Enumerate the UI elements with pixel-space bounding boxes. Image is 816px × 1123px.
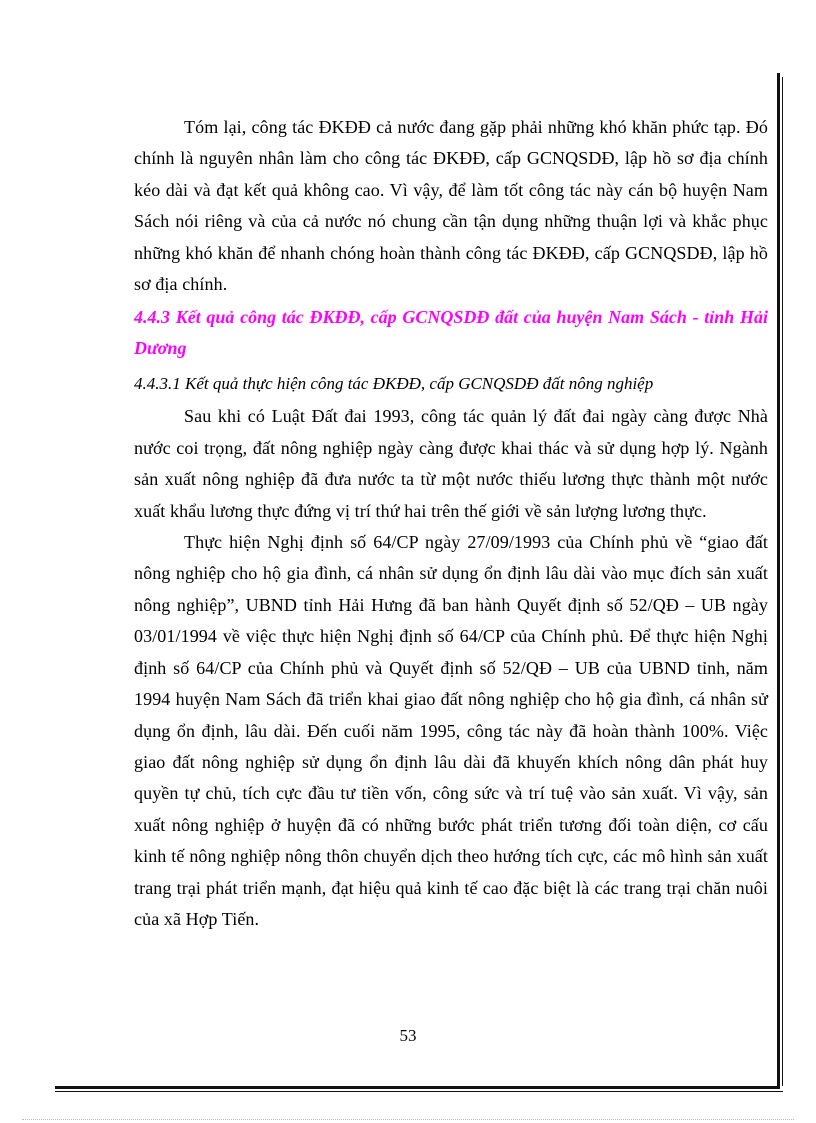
page-break-separator (22, 1119, 794, 1120)
page-border-bottom-inner (55, 1091, 783, 1092)
document-body (134, 112, 768, 935)
paragraph-summary: Tóm lại, công tác ĐKĐĐ cả nước đang gặp phải những khó khăn phức tạp. Đó chính là nguyên nhân làm cho công tác ĐKĐĐ, cấp GCNQSDĐ, lập hồ sơ địa chính kéo dài và đạt kết quả không cao. Vì vậy, để làm tốt công tác này cán bộ huyện Nam Sách nói riêng và của cả nước nó chung cần tận dụng những thuận lợi và khắc phục những khó khăn để nhanh chóng hoàn thành công tác ĐKĐĐ, cấp GCNQSDĐ, lập hồ sơ địa chính. (134, 117, 768, 295)
paragraph-land-law: Sau khi có Luật Đất đai 1993, công tác quản lý đất đai ngày càng được Nhà nước coi trọng, đất nông nghiệp ngày càng được khai thác và sử dụng hợp lý. Ngành sản xuất nông nghiệp đã đưa nước ta từ một nước thiếu lương thực thành một nước xuất khẩu lương thực đứng vị trí thứ hai trên thế giới về sản lượng lương thực. (134, 406, 768, 521)
paragraph-decree-64: Thực hiện Nghị định số 64/CP ngày 27/09/1993 của Chính phủ về “giao đất nông nghiệp cho hộ gia đình, cá nhân sử dụng ổn định lâu dài vào mục đích sản xuất nông nghiệp”, UBND tỉnh Hải Hưng đã ban hành Quyết định số 52/QĐ – UB ngày 03/01/1994 về việc thực hiện Nghị định số 64/CP của Chính phủ. Để thực hiện Nghị định số 64/CP của Chính phủ và Quyết định số 52/QĐ – UB của UBND tỉnh, năm 1994 huyện Nam Sách đã triển khai giao đất nông nghiệp cho hộ gia đình, cá nhân sử dụng ổn định, lâu dài. Đến cuối năm 1995, công tác này đã hoàn thành 100%. Việc giao đất nông nghiệp sử dụng ổn định lâu dài đã khuyến khích nông dân phát huy quyền tự chủ, tích cực đầu tư tiền vốn, công sức và trí tuệ vào sản xuất. Vì vậy, sản xuất nông nghiệp ở huyện đã có những bước phát triển tương đối toàn diện, cơ cấu kinh tế nông nghiệp nông thôn chuyển dịch theo hướng tích cực, các mô hình sản xuất trang trại phát triển mạnh, đạt hiệu quả kinh tế cao đặc biệt là các trang trại chăn nuôi của xã Hợp Tiến. (134, 532, 768, 929)
section-heading: 4.4.3 Kết quả công tác ĐKĐĐ, cấp GCNQSDĐ đất của huyện Nam Sách - tỉnh Hải Dương (134, 307, 768, 359)
page-border-right (777, 73, 780, 1086)
subsection-heading: 4.4.3.1 Kết quả thực hiện công tác ĐKĐĐ, cấp GCNQSDĐ đất nông nghiệp (134, 374, 654, 394)
page-border-right-inner (782, 77, 783, 1086)
page-number: 53 (399, 1026, 417, 1045)
page-border-bottom (55, 1086, 780, 1089)
